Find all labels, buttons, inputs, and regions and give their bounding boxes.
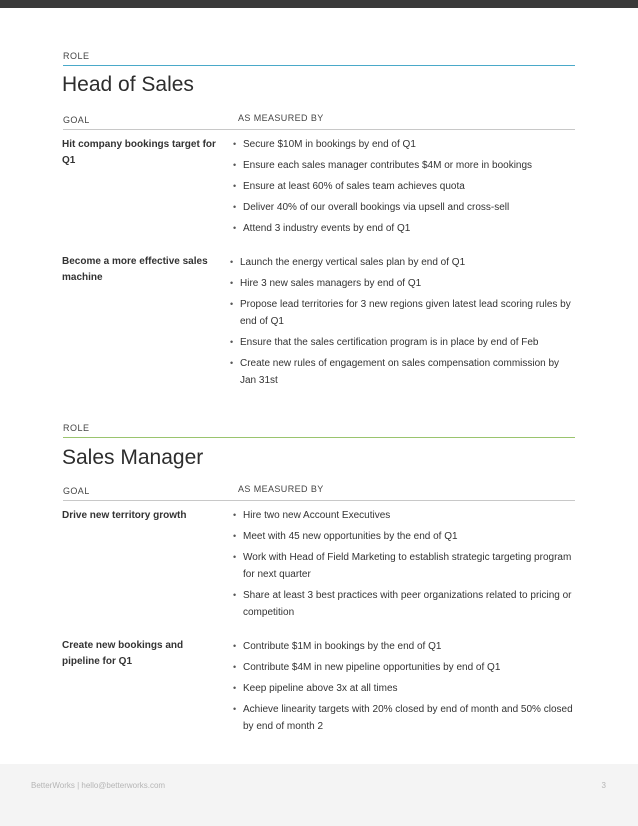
top-bar <box>0 0 638 8</box>
measure-list <box>233 507 578 625</box>
header-divider <box>63 500 575 501</box>
measure-list <box>233 136 578 241</box>
role-label: ROLE <box>63 423 90 433</box>
page-number: 3 <box>601 781 606 790</box>
measure-item: • Keep pipeline above 3x at all times <box>233 680 578 697</box>
measure-item: • Launch the energy vertical sales plan by end of Q1 <box>230 254 575 271</box>
role-title: Sales Manager <box>62 446 204 469</box>
measure-item: • Hire two new Account Executives <box>233 507 578 524</box>
page-footer <box>0 764 638 826</box>
measure-item: • Create new rules of engagement on sales compensation commission by Jan 31st <box>230 355 575 389</box>
measure-item: • Attend 3 industry events by end of Q1 <box>233 220 578 237</box>
measure-column-header: AS MEASURED BY <box>238 484 324 494</box>
goal-text: Create new bookings and pipeline for Q1 <box>62 640 184 667</box>
measure-item: • Contribute $1M in bookings by the end of Q1 <box>233 638 578 655</box>
measure-item: • Hire 3 new sales managers by end of Q1 <box>230 275 575 292</box>
measure-item: • Achieve linearity targets with 20% closed by end of month and 50% closed by end of month 2 <box>233 701 578 735</box>
measure-item: • Meet with 45 new opportunities by the end of Q1 <box>233 528 578 545</box>
header-divider <box>63 129 575 130</box>
measure-list <box>230 254 575 393</box>
measure-column-header: AS MEASURED BY <box>238 113 324 123</box>
role-label: ROLE <box>63 51 90 61</box>
goal-column-header: GOAL <box>63 486 90 496</box>
goal-text: Hit company bookings target for Q1 <box>62 139 216 166</box>
goal-text: Become a more effective sales machine <box>62 256 208 283</box>
role-divider <box>63 65 575 66</box>
footer-contact: BetterWorks | hello@betterworks.com <box>31 781 166 790</box>
measure-item: • Ensure that the sales certification program is in place by end of Feb <box>230 334 575 351</box>
goal-column-header: GOAL <box>63 115 90 125</box>
measure-item: • Propose lead territories for 3 new regions given latest lead scoring rules by end of Q1 <box>230 296 575 330</box>
role-divider <box>63 437 575 438</box>
measure-item: • Share at least 3 best practices with peer organizations related to pricing or competition <box>233 587 578 621</box>
measure-item: • Contribute $4M in new pipeline opportunities by end of Q1 <box>233 659 578 676</box>
role-title: Head of Sales <box>62 73 194 96</box>
measure-item: • Secure $10M in bookings by end of Q1 <box>233 136 578 153</box>
measure-list <box>233 638 578 739</box>
measure-item: • Ensure at least 60% of sales team achieves quota <box>233 178 578 195</box>
goal-text: Drive new territory growth <box>62 510 187 521</box>
measure-item: • Work with Head of Field Marketing to establish strategic targeting program for next quarter <box>233 549 578 583</box>
measure-item: • Ensure each sales manager contributes $4M or more in bookings <box>233 157 578 174</box>
measure-item: • Deliver 40% of our overall bookings via upsell and cross-sell <box>233 199 578 216</box>
